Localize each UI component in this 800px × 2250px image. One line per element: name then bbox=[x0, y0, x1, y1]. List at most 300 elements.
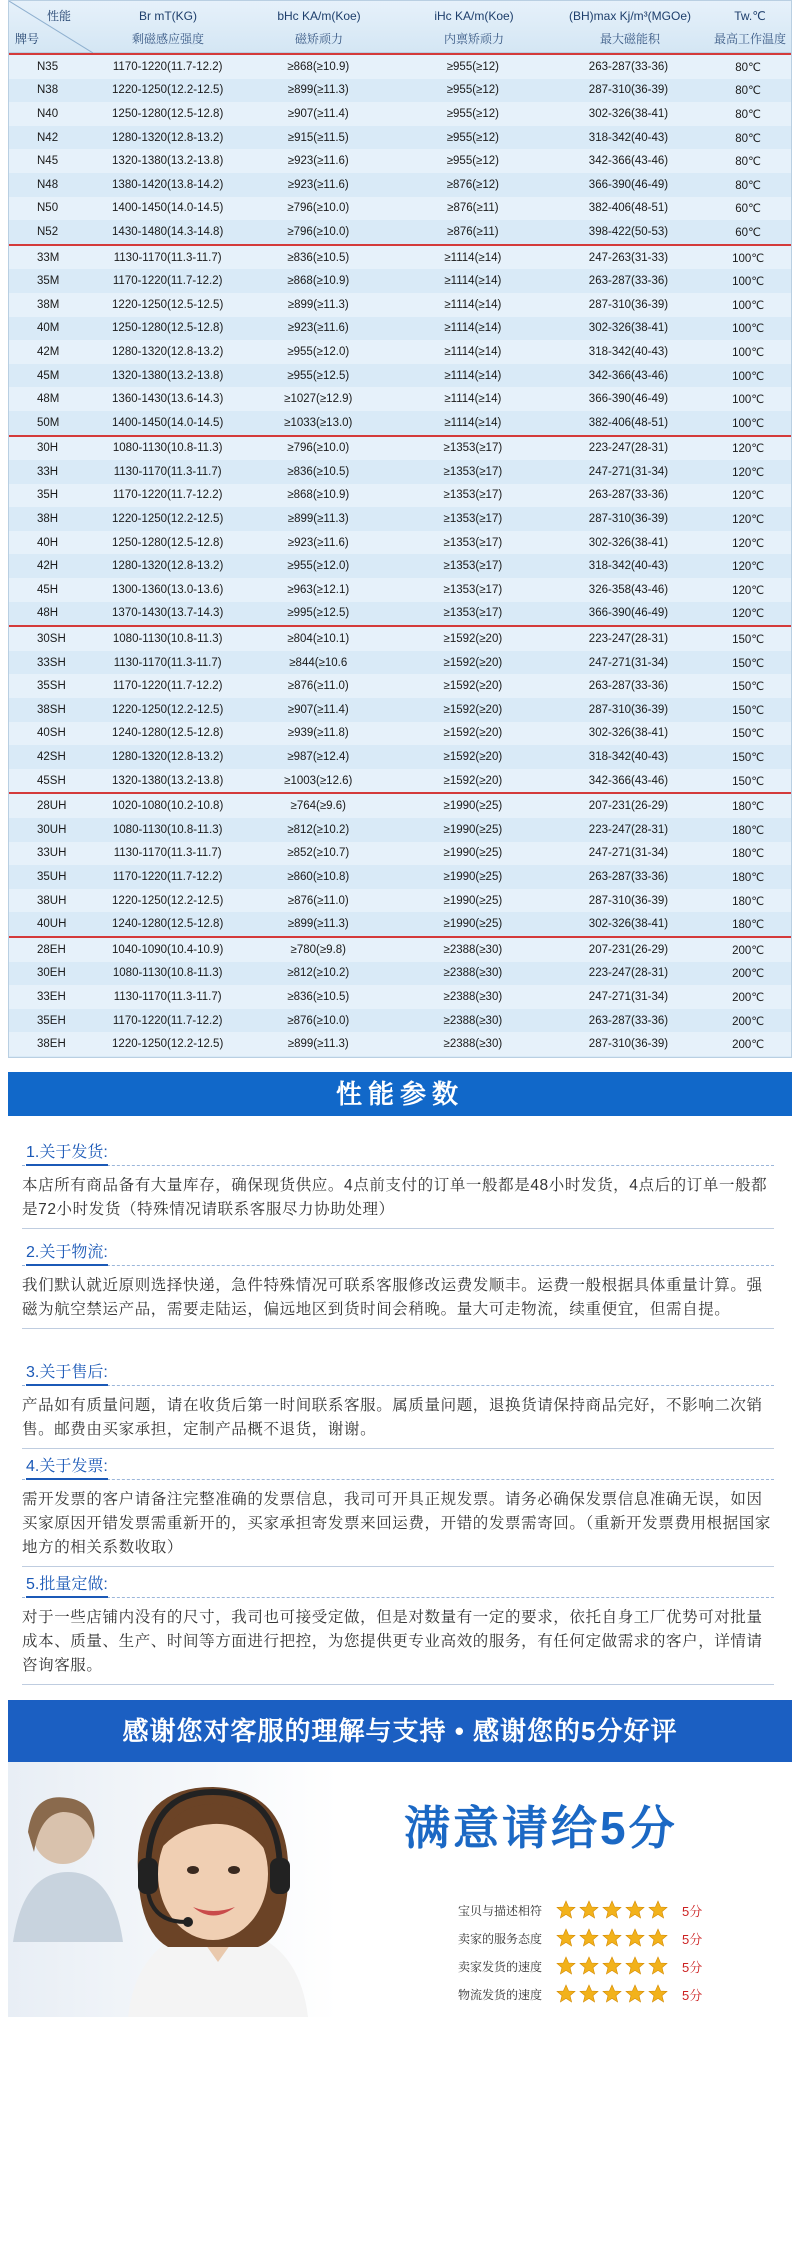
section-title: 4.关于发票: bbox=[22, 1454, 774, 1480]
table-row bbox=[9, 293, 791, 317]
table-cell: ≥923(≥11.6) bbox=[287, 536, 349, 549]
grade-group bbox=[9, 435, 791, 626]
table-cell: 28UH bbox=[37, 800, 67, 813]
table-cell: 35M bbox=[37, 275, 60, 288]
table-cell: ≥1990(≥25) bbox=[443, 918, 503, 931]
table-cell: ≥955(≥12) bbox=[446, 60, 499, 73]
column-header-en: (BH)max Kj/m³(MGOe) bbox=[569, 9, 691, 23]
star-icon bbox=[556, 1900, 576, 1920]
table-cell: ≥899(≥11.3) bbox=[287, 1038, 349, 1051]
table-cell: 30UH bbox=[37, 823, 67, 836]
column-header bbox=[553, 8, 707, 48]
table-cell: N40 bbox=[37, 107, 59, 120]
section-body: 对于一些店铺内没有的尺寸，我司也可接受定做，但是对数量有一定的要求，依托自身工厂优势可对批量成本、质量、生产、时间等方面进行把控，为您提供更专业高效的服务，有任何定做需求的客户，详情请咨询客服。 bbox=[22, 1606, 774, 1685]
table-cell: ≥955(≥12.5) bbox=[287, 369, 350, 382]
corner-bottom-label: 牌号 bbox=[15, 32, 40, 46]
table-cell: ≥1353(≥17) bbox=[443, 607, 503, 620]
table-cell: ≥1027(≥12.9) bbox=[284, 393, 353, 406]
table-cell: ≥1990(≥25) bbox=[443, 870, 503, 883]
table-cell: ≥987(≥12.4) bbox=[287, 751, 350, 764]
column-header-cn: 磁矫顽力 bbox=[294, 32, 343, 46]
table-cell: 223-247(28-31) bbox=[588, 442, 669, 455]
grade-group bbox=[9, 244, 791, 435]
table-row bbox=[9, 411, 791, 435]
table-cell: ≥1353(≥17) bbox=[443, 465, 503, 478]
table-cell: ≥1114(≥14) bbox=[444, 251, 502, 264]
table-cell: 200℃ bbox=[732, 991, 765, 1004]
table-cell: ≥812(≥10.2) bbox=[287, 823, 350, 836]
table-cell: ≥1353(≥17) bbox=[443, 489, 503, 502]
table-row bbox=[9, 794, 791, 818]
table-cell: 1320-1380(13.2-13.8) bbox=[112, 774, 224, 787]
column-header bbox=[243, 8, 395, 48]
table-cell: ≥1353(≥17) bbox=[443, 513, 503, 526]
section-after-sales bbox=[22, 1360, 774, 1449]
section-title: 5.批量定做: bbox=[22, 1572, 774, 1598]
column-header-cn: 内禀矫顽力 bbox=[443, 32, 504, 46]
table-cell: ≥1353(≥17) bbox=[443, 583, 503, 596]
table-cell: 1320-1380(13.2-13.8) bbox=[112, 155, 224, 168]
table-row bbox=[9, 460, 791, 484]
table-cell: 1280-1320(12.8-13.2) bbox=[112, 131, 224, 144]
table-cell: 223-247(28-31) bbox=[588, 823, 669, 836]
column-header-cn: 剩磁感应强度 bbox=[131, 32, 204, 46]
table-cell: N42 bbox=[37, 131, 59, 144]
table-cell: 35H bbox=[37, 489, 59, 502]
table-cell: 287-310(36-39) bbox=[588, 298, 669, 311]
table-cell: 342-366(43-46) bbox=[588, 774, 669, 787]
table-cell: 1280-1320(12.8-13.2) bbox=[112, 751, 224, 764]
table-cell: 207-231(26-29) bbox=[588, 943, 669, 956]
table-cell: ≥923(≥11.6) bbox=[287, 322, 349, 335]
table-cell: ≥2388(≥30) bbox=[443, 1014, 503, 1027]
table-cell: ≥899(≥11.3) bbox=[287, 298, 349, 311]
table-row bbox=[9, 55, 791, 79]
table-cell: ≥923(≥11.6) bbox=[287, 178, 349, 191]
table-cell: 247-271(31-34) bbox=[588, 656, 669, 669]
table-cell: 100℃ bbox=[732, 299, 765, 312]
column-header-en: Br mT(KG) bbox=[139, 9, 197, 23]
rating-score: 5分 bbox=[682, 1931, 703, 1947]
table-cell: 366-390(46-49) bbox=[588, 607, 669, 620]
table-cell: ≥2388(≥30) bbox=[443, 1038, 503, 1051]
table-cell: 180℃ bbox=[732, 848, 765, 861]
table-cell: 40M bbox=[37, 322, 60, 335]
star-icon bbox=[556, 1956, 576, 1976]
table-row bbox=[9, 102, 791, 126]
table-cell: 1080-1130(10.8-11.3) bbox=[112, 967, 223, 980]
table-cell: ≥876(≥10.0) bbox=[287, 1014, 350, 1027]
table-cell: 1130-1170(11.3-11.7) bbox=[113, 847, 222, 860]
table-cell: ≥939(≥11.8) bbox=[287, 727, 349, 740]
table-cell: 45H bbox=[37, 583, 59, 596]
table-row bbox=[9, 126, 791, 150]
table-cell: 302-326(38-41) bbox=[588, 918, 669, 931]
table-cell: 247-263(31-33) bbox=[588, 251, 669, 264]
table-cell: 180℃ bbox=[732, 824, 765, 837]
table-cell: N50 bbox=[37, 202, 59, 215]
table-cell: ≥876(≥11.0) bbox=[287, 894, 349, 907]
table-cell: 45M bbox=[37, 369, 60, 382]
star-icon bbox=[648, 1928, 668, 1948]
table-row bbox=[9, 387, 791, 411]
table-cell: ≥899(≥11.3) bbox=[287, 918, 349, 931]
table-cell: 1170-1220(11.7-12.2) bbox=[112, 275, 223, 288]
table-cell: 60℃ bbox=[735, 226, 761, 239]
table-cell: 38M bbox=[37, 298, 60, 311]
table-cell: 35UH bbox=[37, 870, 67, 883]
table-cell: 180℃ bbox=[732, 895, 765, 908]
section-title: 1.关于发货: bbox=[22, 1140, 774, 1166]
table-cell: ≥796(≥10.0) bbox=[287, 225, 350, 238]
table-cell: ≥868(≥10.9) bbox=[287, 60, 350, 73]
table-cell: 33M bbox=[37, 251, 60, 264]
table-cell: ≥1990(≥25) bbox=[443, 823, 503, 836]
table-cell: ≥955(≥12) bbox=[446, 131, 499, 144]
table-cell: 180℃ bbox=[732, 801, 765, 814]
table-cell: ≥1114(≥14) bbox=[444, 298, 502, 311]
table-cell: ≥963(≥12.1) bbox=[287, 583, 350, 596]
table-cell: ≥1592(≥20) bbox=[443, 633, 503, 646]
table-cell: 1130-1170(11.3-11.7) bbox=[113, 656, 222, 669]
table-cell: 100℃ bbox=[732, 394, 765, 407]
table-cell: ≥876(≥11) bbox=[447, 202, 499, 215]
table-cell: 120℃ bbox=[732, 443, 765, 456]
table-cell: 1430-1480(14.3-14.8) bbox=[112, 225, 224, 238]
table-cell: 263-287(33-36) bbox=[588, 870, 669, 883]
section-body: 本店所有商品备有大量库存，确保现货供应。4点前支付的订单一般都是48小时发货，4点后的订单一般都是72小时发货（特殊情况请联系客服尽力协助处理） bbox=[22, 1174, 774, 1229]
table-cell: ≥1114(≥14) bbox=[444, 369, 502, 382]
table-cell: ≥915(≥11.5) bbox=[287, 131, 349, 144]
table-row bbox=[9, 674, 791, 698]
table-cell: 38EH bbox=[37, 1038, 66, 1051]
table-cell: 318-342(40-43) bbox=[588, 560, 669, 573]
table-cell: 1220-1250(12.2-12.5) bbox=[112, 1038, 224, 1051]
table-cell: 1280-1320(12.8-13.2) bbox=[112, 345, 224, 358]
rating-stars bbox=[556, 1928, 668, 1948]
table-row bbox=[9, 938, 791, 962]
table-cell: ≥868(≥10.9) bbox=[287, 275, 350, 288]
table-cell: ≥1990(≥25) bbox=[443, 847, 503, 860]
table-cell: 80℃ bbox=[735, 179, 761, 192]
section-body: 我们默认就近原则选择快递，急件特殊情况可联系客服修改运费发顺丰。运费一般根据具体重量计算。强磁为航空禁运产品，需要走陆运，偏远地区到货时间会稍晚。量大可走物流，续重便宜，但需自提。 bbox=[22, 1274, 774, 1329]
table-row bbox=[9, 149, 791, 173]
table-cell: 382-406(48-51) bbox=[588, 416, 669, 429]
table-cell: ≥995(≥12.5) bbox=[287, 607, 350, 620]
table-cell: 1400-1450(14.0-14.5) bbox=[112, 202, 224, 215]
table-cell: 45SH bbox=[37, 774, 66, 787]
table-cell: ≥2388(≥30) bbox=[443, 990, 503, 1003]
star-icon bbox=[602, 1956, 622, 1976]
table-cell: 120℃ bbox=[732, 537, 765, 550]
table-cell: 318-342(40-43) bbox=[588, 345, 669, 358]
table-cell: 366-390(46-49) bbox=[588, 393, 669, 406]
table-cell: ≥2388(≥30) bbox=[443, 967, 503, 980]
table-cell: ≥1114(≥14) bbox=[444, 345, 502, 358]
table-cell: 287-310(36-39) bbox=[588, 84, 669, 97]
table-cell: ≥1990(≥25) bbox=[443, 894, 503, 907]
table-cell: ≥868(≥10.9) bbox=[287, 489, 350, 502]
table-cell: ≥1592(≥20) bbox=[443, 680, 503, 693]
table-cell: 1170-1220(11.7-12.2) bbox=[112, 489, 223, 502]
table-cell: ≥876(≥12) bbox=[446, 178, 499, 191]
table-cell: 35EH bbox=[37, 1014, 66, 1027]
column-header bbox=[93, 8, 243, 48]
table-cell: 38UH bbox=[37, 894, 67, 907]
table-cell: 40UH bbox=[37, 918, 67, 931]
table-cell: 223-247(28-31) bbox=[588, 967, 669, 980]
rating-stars bbox=[556, 1900, 668, 1920]
table-cell: 150℃ bbox=[732, 704, 765, 717]
table-cell: ≥1353(≥17) bbox=[443, 560, 503, 573]
rating-label: 物流发货的速度 bbox=[458, 1987, 543, 2002]
performance-title: 性能参数 bbox=[8, 1072, 792, 1116]
table-cell: 302-326(38-41) bbox=[588, 727, 669, 740]
rating-label: 卖家的服务态度 bbox=[458, 1931, 543, 1946]
table-cell: ≥1592(≥20) bbox=[443, 703, 503, 716]
table-cell: 1370-1430(13.7-14.3) bbox=[112, 607, 224, 620]
column-header bbox=[707, 8, 793, 48]
table-cell: ≥1592(≥20) bbox=[443, 774, 503, 787]
star-icon bbox=[625, 1900, 645, 1920]
table-cell: 263-287(33-36) bbox=[588, 680, 669, 693]
column-header bbox=[395, 8, 553, 48]
table-cell: 318-342(40-43) bbox=[588, 131, 669, 144]
table-cell: 263-287(33-36) bbox=[588, 489, 669, 502]
table-cell: 1220-1250(12.2-12.5) bbox=[112, 894, 224, 907]
star-icon bbox=[579, 1984, 599, 2004]
table-cell: 1280-1320(12.8-13.2) bbox=[112, 560, 224, 573]
grade-group bbox=[9, 792, 791, 936]
column-header-en: bHc KA/m(Koe) bbox=[277, 9, 361, 23]
table-cell: 1220-1250(12.5-12.5) bbox=[112, 298, 224, 311]
table-row bbox=[9, 173, 791, 197]
table-cell: 48M bbox=[37, 393, 60, 406]
table-cell: 150℃ bbox=[732, 657, 765, 670]
star-icon bbox=[579, 1928, 599, 1948]
table-cell: 100℃ bbox=[732, 252, 765, 265]
table-cell: 1080-1130(10.8-11.3) bbox=[112, 442, 223, 455]
service-banner bbox=[8, 1762, 792, 2017]
table-cell: 1170-1220(11.7-12.2) bbox=[112, 1014, 223, 1027]
table-cell: 200℃ bbox=[732, 1015, 765, 1028]
table-row bbox=[9, 317, 791, 341]
table-cell: ≥955(≥12) bbox=[446, 107, 499, 120]
table-cell: 1300-1360(13.0-13.6) bbox=[112, 583, 224, 596]
table-cell: 180℃ bbox=[732, 919, 765, 932]
rating-score: 5分 bbox=[682, 1903, 703, 1919]
table-cell: 42SH bbox=[37, 751, 66, 764]
table-cell: 1020-1080(10.2-10.8) bbox=[112, 800, 224, 813]
table-cell: 223-247(28-31) bbox=[588, 633, 669, 646]
table-cell: 100℃ bbox=[732, 346, 765, 359]
table-cell: 120℃ bbox=[732, 514, 765, 527]
table-row bbox=[9, 745, 791, 769]
section-shipping bbox=[22, 1140, 774, 1229]
star-icon bbox=[602, 1984, 622, 2004]
table-cell: 318-342(40-43) bbox=[588, 751, 669, 764]
table-cell: 287-310(36-39) bbox=[588, 894, 669, 907]
table-cell: 120℃ bbox=[732, 561, 765, 574]
table-cell: 1250-1280(12.5-12.8) bbox=[112, 107, 224, 120]
table-cell: 80℃ bbox=[735, 132, 761, 145]
table-row bbox=[9, 340, 791, 364]
rating-heading: 满意请给5分 bbox=[404, 1802, 678, 1854]
section-custom-order bbox=[22, 1572, 774, 1685]
table-row bbox=[9, 627, 791, 651]
table-cell: N48 bbox=[37, 178, 59, 191]
table-cell: 33H bbox=[37, 465, 59, 478]
table-cell: 1320-1380(13.2-13.8) bbox=[112, 369, 224, 382]
table-row bbox=[9, 722, 791, 746]
table-row bbox=[9, 818, 791, 842]
table-row bbox=[9, 602, 791, 626]
rating-row bbox=[458, 1898, 702, 1922]
table-cell: 1250-1280(12.5-12.8) bbox=[112, 536, 224, 549]
star-icon bbox=[648, 1900, 668, 1920]
column-header-cn: 最大磁能积 bbox=[599, 32, 660, 46]
table-cell: ≥1114(≥14) bbox=[444, 416, 502, 429]
table-cell: ≥1114(≥14) bbox=[444, 393, 502, 406]
table-cell: ≥852(≥10.7) bbox=[287, 847, 350, 860]
table-cell: 1130-1170(11.3-11.7) bbox=[113, 465, 222, 478]
star-icon bbox=[625, 1928, 645, 1948]
table-cell: 80℃ bbox=[735, 61, 761, 74]
table-cell: 150℃ bbox=[732, 681, 765, 694]
table-cell: ≥955(≥12) bbox=[446, 155, 499, 168]
grade-group bbox=[9, 625, 791, 792]
table-cell: 302-326(38-41) bbox=[588, 107, 669, 120]
table-cell: 1220-1250(12.2-12.5) bbox=[112, 703, 224, 716]
table-cell: ≥876(≥11.0) bbox=[287, 680, 349, 693]
table-cell: 1170-1220(11.7-12.2) bbox=[112, 60, 223, 73]
table-cell: 80℃ bbox=[735, 85, 761, 98]
table-cell: 120℃ bbox=[732, 608, 765, 621]
table-cell: 40H bbox=[37, 536, 59, 549]
table-cell: 207-231(26-29) bbox=[588, 800, 669, 813]
table-cell: 33UH bbox=[37, 847, 67, 860]
star-icon bbox=[648, 1984, 668, 2004]
table-cell: ≥836(≥10.5) bbox=[287, 251, 350, 264]
table-row bbox=[9, 769, 791, 793]
table-cell: ≥860(≥10.8) bbox=[287, 870, 350, 883]
table-cell: 1130-1170(11.3-11.7) bbox=[113, 251, 222, 264]
rating-score: 5分 bbox=[682, 1987, 703, 2003]
table-cell: 120℃ bbox=[732, 466, 765, 479]
star-icon bbox=[648, 1956, 668, 1976]
table-cell: 120℃ bbox=[732, 490, 765, 503]
rating-row bbox=[458, 1926, 702, 1950]
table-cell: ≥812(≥10.2) bbox=[287, 967, 350, 980]
table-cell: 100℃ bbox=[732, 417, 765, 430]
table-cell: 30SH bbox=[37, 633, 66, 646]
table-row bbox=[9, 554, 791, 578]
table-cell: ≥764(≥9.6) bbox=[290, 800, 346, 813]
star-icon bbox=[579, 1956, 599, 1976]
table-cell: 287-310(36-39) bbox=[588, 513, 669, 526]
table-cell: ≥907(≥11.4) bbox=[287, 107, 349, 120]
table-cell: 1220-1250(12.2-12.5) bbox=[112, 84, 224, 97]
section-title: 3.关于售后: bbox=[22, 1360, 774, 1386]
table-cell: ≥844(≥10.6 bbox=[289, 656, 348, 669]
table-cell: ≥923(≥11.6) bbox=[287, 155, 349, 168]
table-cell: 1040-1090(10.4-10.9) bbox=[112, 943, 224, 956]
table-cell: 1170-1220(11.7-12.2) bbox=[112, 870, 223, 883]
table-cell: ≥780(≥9.8) bbox=[290, 943, 346, 956]
table-cell: 1080-1130(10.8-11.3) bbox=[112, 633, 223, 646]
table-cell: 150℃ bbox=[732, 775, 765, 788]
star-icon bbox=[602, 1928, 622, 1948]
table-row bbox=[9, 889, 791, 913]
table-cell: 1360-1430(13.6-14.3) bbox=[112, 393, 224, 406]
customer-service-photo-icon bbox=[8, 1762, 338, 2017]
table-cell: 342-366(43-46) bbox=[588, 369, 669, 382]
corner-top-label: 性能 bbox=[47, 9, 72, 23]
table-cell: 42H bbox=[37, 560, 59, 573]
table-row bbox=[9, 1032, 791, 1056]
column-header-en: Tw.℃ bbox=[734, 9, 766, 23]
table-cell: 287-310(36-39) bbox=[588, 703, 669, 716]
table-cell: 100℃ bbox=[732, 276, 765, 289]
rating-label: 卖家发货的速度 bbox=[458, 1959, 543, 1974]
table-cell: 33SH bbox=[37, 656, 66, 669]
star-icon bbox=[625, 1956, 645, 1976]
table-row bbox=[9, 1009, 791, 1033]
table-cell: N38 bbox=[37, 84, 59, 97]
table-cell: 60℃ bbox=[735, 203, 761, 216]
table-row bbox=[9, 79, 791, 103]
table-row bbox=[9, 698, 791, 722]
table-cell: 42M bbox=[37, 345, 60, 358]
grade-group bbox=[9, 936, 791, 1056]
section-title: 2.关于物流: bbox=[22, 1240, 774, 1266]
table-cell: 30H bbox=[37, 442, 59, 455]
table-cell: 1130-1170(11.3-11.7) bbox=[113, 990, 222, 1003]
table-cell: ≥836(≥10.5) bbox=[287, 465, 350, 478]
table-cell: 100℃ bbox=[732, 370, 765, 383]
table-cell: ≥1033(≥13.0) bbox=[284, 416, 353, 429]
table-cell: ≥955(≥12) bbox=[446, 84, 499, 97]
table-cell: 200℃ bbox=[732, 1039, 765, 1052]
table-row bbox=[9, 865, 791, 889]
table-cell: ≥899(≥11.3) bbox=[287, 513, 349, 526]
table-cell: 326-358(43-46) bbox=[588, 583, 669, 596]
table-cell: ≥796(≥10.0) bbox=[287, 442, 350, 455]
table-row bbox=[9, 197, 791, 221]
table-cell: 100℃ bbox=[732, 323, 765, 336]
spec-table-body bbox=[9, 53, 791, 1056]
table-cell: ≥1592(≥20) bbox=[443, 751, 503, 764]
star-icon bbox=[625, 1984, 645, 2004]
table-cell: 302-326(38-41) bbox=[588, 536, 669, 549]
section-logistics bbox=[22, 1240, 774, 1329]
table-cell: 200℃ bbox=[732, 944, 765, 957]
table-row bbox=[9, 220, 791, 244]
table-cell: 80℃ bbox=[735, 156, 761, 169]
table-cell: 200℃ bbox=[732, 968, 765, 981]
rating-score: 5分 bbox=[682, 1959, 703, 1975]
table-cell: ≥1114(≥14) bbox=[444, 322, 502, 335]
table-cell: 150℃ bbox=[732, 752, 765, 765]
table-cell: 1220-1250(12.2-12.5) bbox=[112, 513, 224, 526]
star-icon bbox=[579, 1900, 599, 1920]
table-cell: ≥955(≥12.0) bbox=[287, 560, 350, 573]
table-cell: ≥836(≥10.5) bbox=[287, 990, 350, 1003]
table-cell: 247-271(31-34) bbox=[588, 465, 669, 478]
table-cell: 247-271(31-34) bbox=[588, 990, 669, 1003]
table-cell: 1400-1450(14.0-14.5) bbox=[112, 416, 224, 429]
column-header-cn: 最高工作温度 bbox=[713, 32, 786, 46]
